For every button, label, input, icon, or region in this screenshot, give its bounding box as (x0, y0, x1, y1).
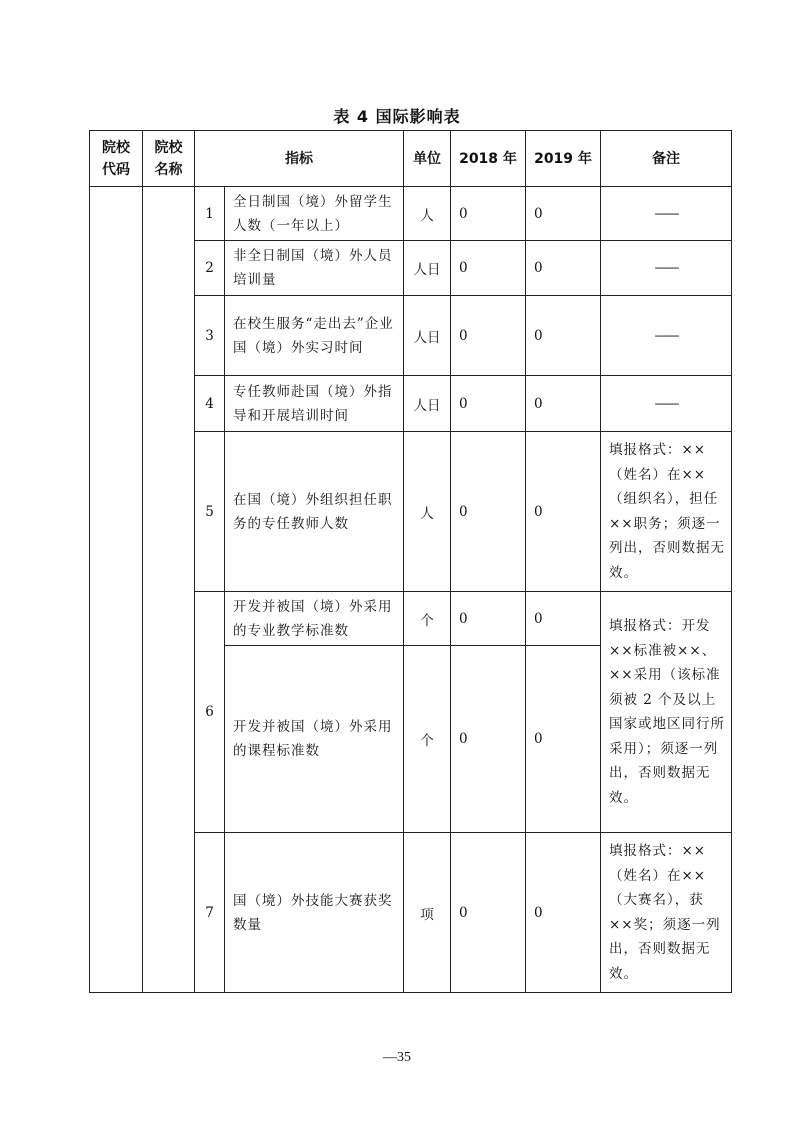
indicator-cell: 国（境）外技能大赛获奖数量 (225, 833, 404, 993)
value-2018: 0 (451, 296, 526, 376)
value-2018: 0 (451, 592, 526, 646)
value-2019: 0 (526, 833, 601, 993)
unit-cell: 个 (404, 646, 451, 833)
header-note: 备注 (601, 131, 732, 187)
indicator-cell: 开发并被国（境）外采用的专业教学标准数 (225, 592, 404, 646)
value-2018: 0 (451, 187, 526, 241)
value-2018: 0 (451, 432, 526, 592)
note-cell: 填报格式：××（姓名）在××（大赛名），获××奖；须逐一列出，否则数据无效。 (601, 833, 732, 993)
header-school-name: 院校 名称 (143, 131, 195, 187)
note-cell: —— (601, 376, 732, 432)
indicator-cell: 在国（境）外组织担任职务的专任教师人数 (225, 432, 404, 592)
header-unit: 单位 (404, 131, 451, 187)
value-2019: 0 (526, 296, 601, 376)
header-row (90, 131, 732, 187)
unit-cell: 人日 (404, 296, 451, 376)
value-2018: 0 (451, 241, 526, 296)
note-cell: 填报格式：开发××标准被××、××采用（该标准须被 2 个及以上国家或地区同行所采用）；须逐一列出，否则数据无效。 (601, 592, 732, 833)
value-2018: 0 (451, 646, 526, 833)
value-2019: 0 (526, 241, 601, 296)
table-row (90, 187, 732, 241)
row-number: 5 (195, 432, 225, 592)
header-indicator: 指标 (195, 131, 404, 187)
row-number: 2 (195, 241, 225, 296)
value-2019: 0 (526, 432, 601, 592)
unit-cell: 项 (404, 833, 451, 993)
unit-cell: 人 (404, 432, 451, 592)
header-2019: 2019 年 (526, 131, 601, 187)
indicator-cell: 开发并被国（境）外采用的课程标准数 (225, 646, 404, 833)
header-2018: 2018 年 (451, 131, 526, 187)
value-2019: 0 (526, 646, 601, 833)
note-cell: —— (601, 187, 732, 241)
unit-cell: 人日 (404, 376, 451, 432)
note-cell: —— (601, 241, 732, 296)
school-code-cell (90, 187, 143, 993)
row-number: 3 (195, 296, 225, 376)
note-cell: —— (601, 296, 732, 376)
school-name-cell (143, 187, 195, 993)
indicator-cell: 全日制国（境）外留学生人数（一年以上） (225, 187, 404, 241)
indicator-cell: 非全日制国（境）外人员培训量 (225, 241, 404, 296)
international-influence-table (89, 130, 732, 993)
value-2019: 0 (526, 376, 601, 432)
unit-cell: 个 (404, 592, 451, 646)
row-number: 6 (195, 592, 225, 833)
value-2019: 0 (526, 187, 601, 241)
unit-cell: 人 (404, 187, 451, 241)
indicator-cell: 专任教师赴国（境）外指导和开展培训时间 (225, 376, 404, 432)
row-number: 7 (195, 833, 225, 993)
value-2019: 0 (526, 592, 601, 646)
value-2018: 0 (451, 376, 526, 432)
note-cell: 填报格式：××（姓名）在××（组织名），担任××职务；须逐一列出，否则数据无效。 (601, 432, 732, 592)
header-school-code: 院校 代码 (90, 131, 143, 187)
row-number: 4 (195, 376, 225, 432)
table-title: 表 4 国际影响表 (333, 107, 461, 126)
row-number: 1 (195, 187, 225, 241)
unit-cell: 人日 (404, 241, 451, 296)
value-2018: 0 (451, 833, 526, 993)
indicator-cell: 在校生服务“走出去”企业国（境）外实习时间 (225, 296, 404, 376)
page-number: —35 (383, 1050, 411, 1065)
